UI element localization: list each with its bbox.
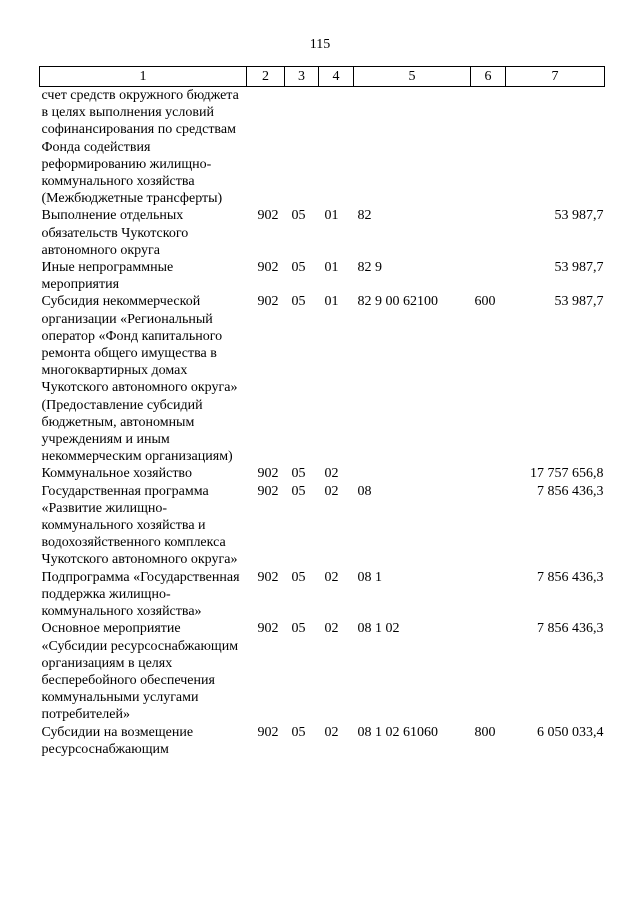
table-row bbox=[40, 465, 605, 482]
row-ministry-code: 902 bbox=[257, 724, 279, 740]
row-section-code: 05 bbox=[291, 260, 306, 276]
page-number: 115 bbox=[309, 37, 331, 52]
row-name: Субсидия некоммерческой организации «Региональный оператор «Фонд капитального ремонта общего имущества в многоквартирных домах Чукотского автономного округа» (Предоставление субсидий бюджетным, автономным учреждениям и иным некоммерческим организациям) bbox=[41, 294, 238, 465]
row-ministry-code: 902 bbox=[257, 294, 279, 310]
table-row bbox=[40, 483, 605, 569]
row-subsection-code: 01 bbox=[324, 294, 339, 310]
table-row bbox=[40, 620, 605, 723]
row-subsection-code: 02 bbox=[324, 466, 339, 482]
budget-table bbox=[39, 66, 605, 758]
column-header: 2 bbox=[247, 67, 285, 87]
row-target-article-code: 08 1 02 61060 bbox=[357, 724, 438, 740]
row-section-code: 05 bbox=[291, 208, 306, 224]
table-row bbox=[40, 724, 605, 758]
row-name: счет средств окружного бюджета в целях выполнения условий софинансирования по средствам Фонда содействия реформированию жилищно-коммунального хозяйства (Межбюджетные трансферты) bbox=[41, 88, 239, 207]
row-ministry-code bbox=[247, 87, 285, 208]
row-subsection-code: 02 bbox=[324, 569, 339, 585]
row-subsection-code: 02 bbox=[324, 621, 339, 637]
row-expense-type-code bbox=[471, 87, 506, 208]
row-amount bbox=[506, 87, 605, 208]
row-expense-type-code: 800 bbox=[474, 724, 496, 740]
row-subsection-code: 02 bbox=[324, 483, 339, 499]
row-target-article-code: 08 1 bbox=[357, 569, 382, 585]
row-expense-type-code bbox=[471, 620, 506, 723]
column-header: 3 bbox=[285, 67, 319, 87]
row-amount: 53 987,7 bbox=[554, 208, 604, 224]
row-target-article-code: 08 bbox=[357, 483, 372, 499]
row-section-code: 05 bbox=[291, 294, 306, 310]
column-header: 6 bbox=[471, 67, 506, 87]
row-section-code: 05 bbox=[291, 569, 306, 585]
row-name: Коммунальное хозяйство bbox=[41, 466, 192, 482]
column-header: 5 bbox=[354, 67, 471, 87]
row-ministry-code: 902 bbox=[257, 483, 279, 499]
column-header: 4 bbox=[319, 67, 354, 87]
column-header: 1 bbox=[40, 67, 247, 87]
row-amount: 7 856 436,3 bbox=[537, 621, 604, 637]
row-section-code bbox=[285, 87, 319, 208]
row-target-article-code: 82 9 bbox=[357, 260, 382, 276]
row-name: Государственная программа «Развитие жилищно-коммунального хозяйства и водохозяйственного комплекса Чукотского автономного округа» bbox=[41, 483, 238, 568]
table-row bbox=[40, 293, 605, 465]
row-target-article-code: 82 bbox=[357, 208, 372, 224]
row-section-code: 05 bbox=[291, 483, 306, 499]
row-section-code: 05 bbox=[291, 466, 306, 482]
row-section-code: 05 bbox=[291, 621, 306, 637]
table-row bbox=[40, 569, 605, 621]
table-row bbox=[40, 87, 605, 208]
row-amount: 7 856 436,3 bbox=[537, 483, 604, 499]
table-row bbox=[40, 259, 605, 293]
column-header: 7 bbox=[506, 67, 605, 87]
row-amount: 17 757 656,8 bbox=[530, 466, 604, 482]
row-ministry-code: 902 bbox=[257, 260, 279, 276]
row-ministry-code: 902 bbox=[257, 621, 279, 637]
row-target-article-code: 82 9 00 62100 bbox=[357, 294, 438, 310]
row-name: Выполнение отдельных обязательств Чукотского автономного округа bbox=[41, 208, 189, 258]
row-expense-type-code bbox=[471, 207, 506, 259]
row-ministry-code: 902 bbox=[257, 208, 279, 224]
row-target-article-code bbox=[354, 465, 471, 482]
row-subsection-code bbox=[319, 87, 354, 208]
row-subsection-code: 01 bbox=[324, 208, 339, 224]
row-ministry-code: 902 bbox=[257, 569, 279, 585]
row-name: Подпрограмма «Государственная поддержка жилищно-коммунального хозяйства» bbox=[41, 569, 240, 620]
row-expense-type-code bbox=[471, 483, 506, 569]
row-subsection-code: 02 bbox=[324, 724, 339, 740]
row-target-article-code: 08 1 02 bbox=[357, 621, 400, 637]
row-name: Субсидии на возмещение ресурсоснабжающим bbox=[41, 724, 194, 757]
row-name: Основное мероприятие «Субсидии ресурсоснабжающим организациям в целях бесперебойного обеспечения коммунальными услугами потребителей» bbox=[41, 621, 239, 723]
row-amount: 53 987,7 bbox=[554, 294, 604, 310]
row-expense-type-code: 600 bbox=[474, 294, 496, 310]
row-expense-type-code bbox=[471, 569, 506, 621]
table-row bbox=[40, 207, 605, 259]
row-section-code: 05 bbox=[291, 724, 306, 740]
row-expense-type-code bbox=[471, 259, 506, 293]
row-amount: 7 856 436,3 bbox=[537, 569, 604, 585]
row-target-article-code bbox=[354, 87, 471, 208]
row-amount: 53 987,7 bbox=[554, 260, 604, 276]
row-subsection-code: 01 bbox=[324, 260, 339, 276]
row-name: Иные непрограммные мероприятия bbox=[41, 260, 174, 293]
table-header-row bbox=[40, 67, 605, 87]
row-expense-type-code bbox=[471, 465, 506, 482]
row-amount: 6 050 033,4 bbox=[537, 724, 604, 740]
row-ministry-code: 902 bbox=[257, 466, 279, 482]
